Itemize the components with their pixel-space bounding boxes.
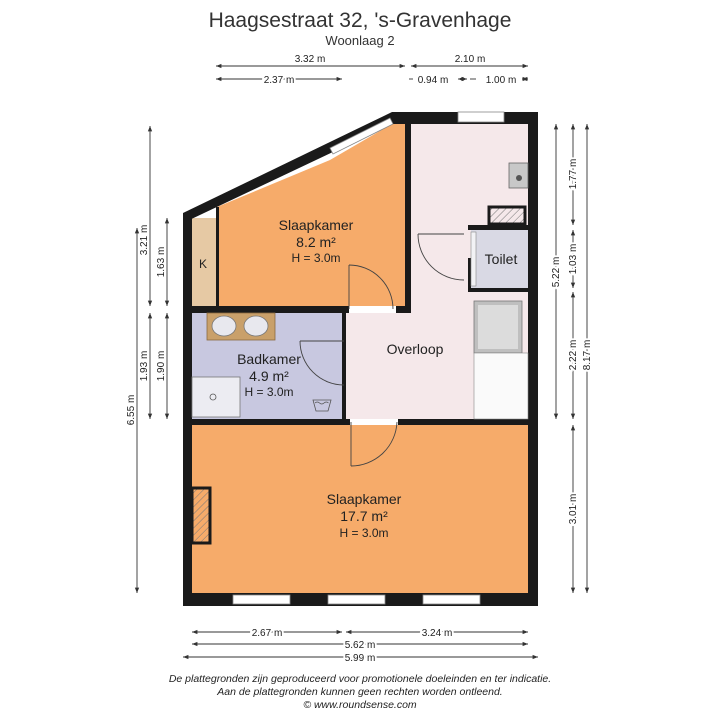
room-area-slaapkamer-small: 8.2 m² [296,234,336,250]
window-top [458,112,504,122]
window-bottom-2 [328,595,385,604]
dim-top-210: 2.10 m [454,54,486,65]
dim-top-100: 1.00 m [485,75,517,86]
kitchenette-tap-icon [516,175,522,181]
appliance-inner [478,305,518,349]
room-area-slaapkamer-large: 17.7 m² [340,508,388,524]
dim-top-094: 0.94 m [417,75,449,86]
dim-right-301: 3.01 m [568,493,579,525]
room-name-toilet: Toilet [484,251,518,267]
dim-top-332: 3.32 m [294,54,326,65]
dim-left-163: 1.63 m [156,246,167,278]
room-name-slaapkamer-large: Slaapkamer [326,491,402,507]
room-name-kast: K [198,257,208,271]
footer-website: © www.roundsense.com [303,699,417,711]
dim-right-817: 8.17 m [582,339,593,371]
room-height-slaapkamer-large: H = 3.0m [339,526,389,540]
dim-right-522: 5.22 m [551,256,562,288]
dim-bottom-562: 5.62 m [344,640,376,651]
dimensions-top [216,54,528,86]
room-height-badkamer: H = 3.0m [244,385,294,399]
dim-top-237: 2.37 m [263,75,295,86]
window-bottom-1 [233,595,290,604]
footer-disclaimer-1: De plattegronden zijn geproduceerd voor promotionele doeleinden en ter indicatie. [168,673,552,685]
toilet-shaft-hatch [489,207,525,224]
dim-bottom-324: 3.24 m [421,628,453,639]
room-height-slaapkamer-small: H = 3.0m [291,251,341,265]
dimensions-bottom [183,628,538,664]
dim-bottom-599: 5.99 m [344,653,376,664]
window-bottom-3 [423,595,480,604]
dim-bottom-267: 2.67 m [251,628,283,639]
dimensions-right [551,124,593,593]
dim-right-103: 1.03 m [568,243,579,275]
room-area-badkamer: 4.9 m² [249,368,289,384]
footer-disclaimer-2: Aan de plattegronden kunnen geen rechten worden ontleend. [217,686,503,698]
appliance-base [474,353,528,419]
plan-subtitle: Woonlaag 2 [325,33,395,48]
dim-right-222: 2.22 m [568,339,579,371]
room-name-badkamer: Badkamer [237,351,301,367]
toilet-bowl-icon [471,232,476,286]
dim-left-193: 1.93 m [139,350,150,382]
dim-left-321: 3.21 m [139,224,150,256]
dim-left-190: 1.90 m [156,350,167,382]
dim-right-177: 1.77 m [568,158,579,190]
sink-left-icon [212,316,236,336]
radiator-hatch [192,488,210,543]
sink-right-icon [244,316,268,336]
room-name-slaapkamer-small: Slaapkamer [278,217,354,233]
dim-left-655: 6.55 m [126,394,137,426]
room-name-overloop: Overloop [386,341,444,357]
dimensions-left [126,126,167,593]
plan-title: Haagsestraat 32, 's-Gravenhage [208,9,512,32]
footer [169,673,551,711]
